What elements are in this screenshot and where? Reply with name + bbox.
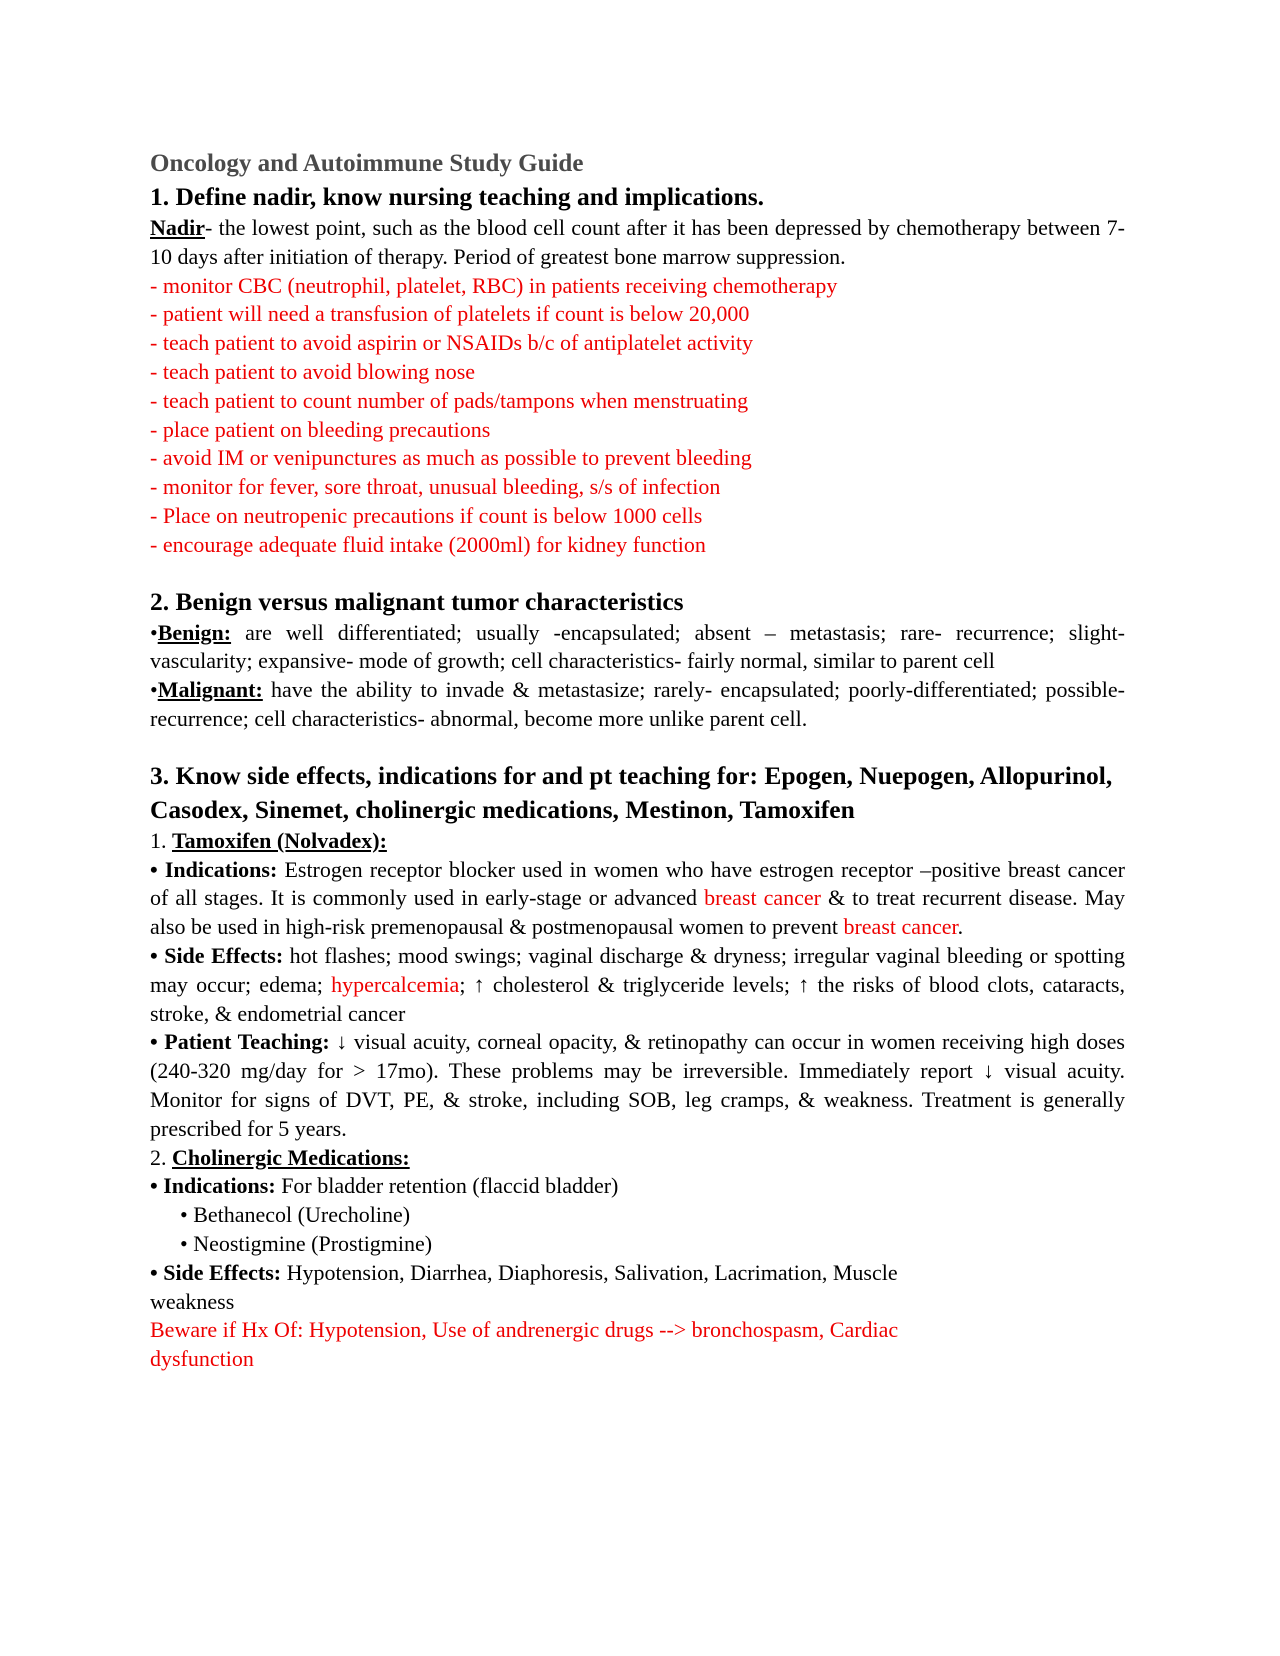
indications-label: • Indications: [150,856,278,882]
tamoxifen-indications [150,856,1125,942]
patient-teaching-text: ↓ visual acuity, corneal opacity, & retinopathy can occur in women receiving high doses (240-320 mg/day for > 17mo). These problems may be irreversible. Immediately report ↓ visual acuity. Monitor for signs of DVT, PE, & stroke, including SOB, leg cramps, & weakness. Treatment is generally prescribed for 5 years. [150,1029,1125,1141]
indications-text: Estrogen receptor blocker used in women who have estrogen receptor –positive breast cancer of all stages. It is commonly used in early-stage or advanced [150,856,1125,911]
nadir-term: Nadir [150,215,205,240]
cholinergic-side-effects [150,1259,1125,1288]
nursing-item: - teach patient to avoid blowing nose [150,358,476,384]
patient-teaching-label: • Patient Teaching: [150,1029,330,1055]
benign-paragraph [150,619,1125,677]
benign-label: Benign: [157,619,232,645]
beware-line: dysfunction [150,1346,254,1372]
benign-text: are well differentiated; usually -encapsulated; absent – metastasis; rare- recurrence; slight- vascularity; expansive- mode of growth; cell characteristics- fairly normal, similar to parent cell [150,619,1125,674]
malignant-text: have the ability to invade & metastasize; rarely- encapsulated; poorly-differentiated; possible- recurrence; cell characteristics- abnormal, become more unlike parent cell. [150,677,1125,731]
tamoxifen-side-effects [150,942,1125,1028]
cholinergic-drug-item: • Neostigmine (Prostigmine) [180,1230,433,1256]
highlight-text: hypercalcemia [331,971,460,997]
section-2-heading: 2. Benign versus malignant tumor characteristics [150,586,684,616]
side-effects-label: • Side Effects: [150,1259,282,1285]
cholinergic-indications [150,1172,1125,1201]
document-page [150,148,1125,1374]
nursing-item: - teach patient to count number of pads/tampons when menstruating [150,387,749,413]
side-effects-text: hot flashes; mood swings; vaginal discharge & dryness; irregular vaginal bleeding or spotting may occur; edema; [150,942,1125,997]
cholinergic-drug-item: • Bethanecol (Urecholine) [180,1202,411,1228]
bullet: • [150,677,158,703]
bullet: • [150,619,158,645]
nursing-item: - monitor CBC (neutrophil, platelet, RBC) in patients receiving chemotherapy [150,272,838,298]
drug-number: 1. [150,827,172,853]
nursing-item: - place patient on bleeding precautions [150,416,491,442]
indications-label: • Indications: [150,1173,276,1199]
nadir-definition-text: - the lowest point, such as the blood cell count after it has been depressed by chemotherapy between 7-10 days after initiation of therapy. Period of greatest bone marrow suppression. [150,215,1125,269]
section-1-heading: 1. Define nadir, know nursing teaching and implications. [150,182,765,211]
nursing-item: - avoid IM or venipunctures as much as possible to prevent bleeding [150,445,752,471]
highlight-text: breast cancer [843,914,958,940]
malignant-label: Malignant: [157,677,263,703]
indications-text: . [957,914,964,940]
nursing-item: - Place on neutropenic precautions if count is below 1000 cells [150,502,703,528]
beware-line: Beware if Hx Of: Hypotension, Use of andrenergic drugs --> bronchospasm, Cardiac [150,1317,899,1343]
nursing-item: - encourage adequate fluid intake (2000ml) for kidney function [150,531,706,557]
drug-number: 2. [150,1144,172,1170]
document-title: Oncology and Autoimmune Study Guide [150,150,584,177]
nursing-item: - teach patient to avoid aspirin or NSAIDs b/c of antiplatelet activity [150,330,753,356]
tamoxifen-name: Tamoxifen (Nolvadex): [172,827,387,853]
cholinergic-side-effects-cont: weakness [150,1288,235,1314]
malignant-paragraph [150,676,1125,734]
indications-text: For bladder retention (flaccid bladder) [275,1173,619,1199]
nursing-item: - monitor for fever, sore throat, unusual bleeding, s/s of infection [150,474,721,500]
side-effects-text: Hypotension, Diarrhea, Diaphoresis, Salivation, Lacrimation, Muscle [281,1259,898,1285]
indications-text: & to treat recurrent disease. May also be used in high-risk premenopausal & postmenopausal women to prevent [150,885,1125,940]
cholinergic-heading [150,1144,1125,1173]
highlight-text: breast cancer [704,885,821,911]
side-effects-text: ; ↑ cholesterol & triglyceride levels; ↑ the risks of blood clots, cataracts, stroke, & endometrial cancer [150,971,1125,1026]
nadir-definition [150,214,1125,272]
side-effects-label: • Side Effects: [150,942,284,968]
section-3-heading: 3. Know side effects, indications for and pt teaching for: Epogen, Nuepogen, Allopurinol, Casodex, Sinemet, cholinergic medications, Mestinon, Tamoxifen [150,760,1113,824]
cholinergic-name: Cholinergic Medications: [172,1144,410,1170]
nursing-item: - patient will need a transfusion of platelets if count is below 20,000 [150,301,750,327]
tamoxifen-teaching [150,1028,1125,1143]
tamoxifen-heading [150,827,1125,856]
